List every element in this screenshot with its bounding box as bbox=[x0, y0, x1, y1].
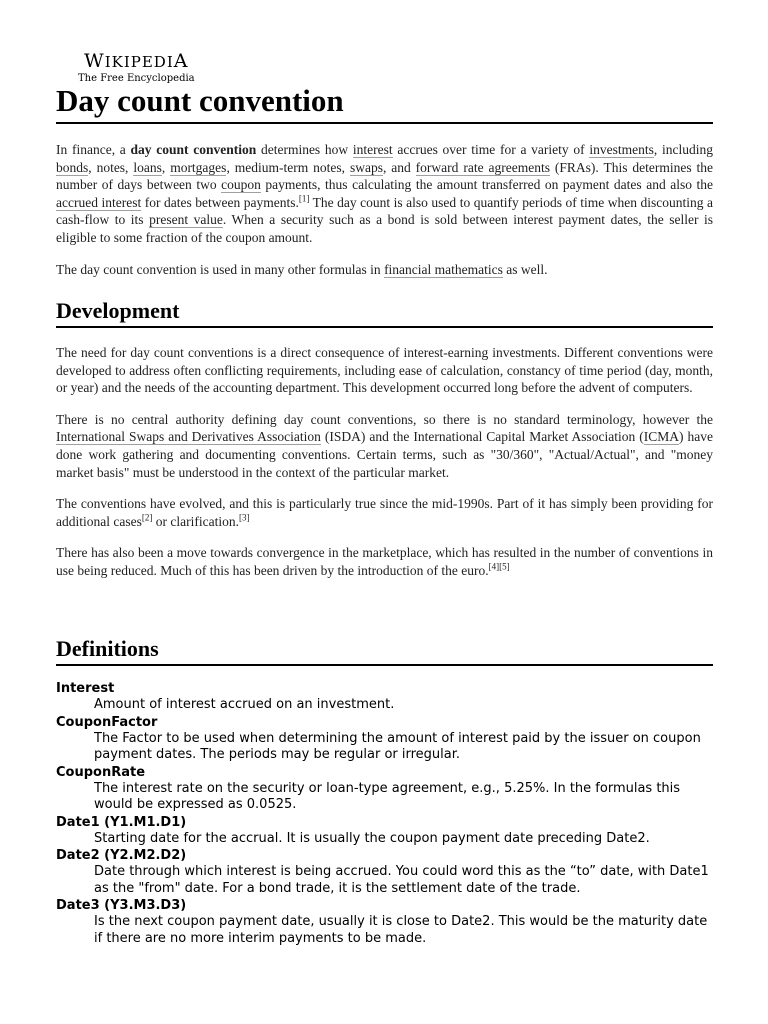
logo-wordmark: WIKIPEDIA bbox=[84, 50, 189, 72]
intro-paragraph-1: In finance, a day count convention determines how interest accrues over time for a variety of investments, including bonds, notes, loans, mortgages, medium-term notes, swaps, and forward rate agreements (FRAs). This determines the number of days between two coupon payments, thus calculating the amount transferred on payment dates and also the accrued interest for dates between payments.[1] The day count is also used to quantify periods of time when discounting a cash-flow to its present value. When a security such as a bond is sold between interest payment dates, the seller is eligible to some fraction of the coupon amount. bbox=[56, 142, 714, 245]
link-forward-rate-agreements[interactable]: forward rate agreements bbox=[415, 159, 550, 175]
development-heading: Development bbox=[56, 296, 713, 328]
definition-term: CouponFactor bbox=[56, 714, 158, 730]
link-interest[interactable]: interest bbox=[352, 142, 393, 157]
page-title: Day count convention bbox=[56, 80, 713, 124]
definition-description: The Factor to be used when determining the amount of interest paid by the issuer on coupon payment dates. The periods may be regular or irregular. bbox=[94, 730, 701, 762]
link-bonds[interactable]: bonds bbox=[56, 159, 89, 175]
development-paragraph-4: There has also been a move towards convergence in the marketplace, which has resulted in the number of conventions in use being reduced. Much of this has been driven by the introduction of the euro.[4][5] bbox=[56, 545, 713, 578]
intro-section bbox=[56, 141, 713, 278]
definition-term: Date1 (Y1.M1.D1) bbox=[56, 814, 187, 830]
definition-term: Interest bbox=[56, 681, 115, 696]
link-isda[interactable]: International Swaps and Derivatives Association bbox=[56, 429, 321, 445]
definitions-heading: Definitions bbox=[56, 634, 713, 666]
definition-description: The interest rate on the security or loan-type agreement, e.g., 5.25%. In the formulas this would be expressed as 0.0525. bbox=[94, 780, 681, 812]
development-paragraph-3: The conventions have evolved, and this is particularly true since the mid-1990s. Part of it has simply been providing for additional cases[2] or clarification.[3] bbox=[56, 496, 713, 529]
link-accrued-interest[interactable]: accrued interest bbox=[56, 194, 142, 210]
development-paragraph-1: The need for day count conventions is a direct consequence of interest-earning investments. Different conventions were developed to address often conflicting requirements, including ease of calculation, constancy of time period (day, month, or year) and the needs of the accounting department. This development occurred long before the advent of computers. bbox=[56, 345, 713, 396]
definition-description: Date through which interest is being accrued. You could word this as the “to” date, with Date1 as the "from" date. For a bond trade, it is the settlement date of the trade. bbox=[94, 864, 709, 896]
logo-tagline: The Free Encyclopedia bbox=[78, 73, 195, 84]
link-swaps[interactable]: swaps bbox=[349, 159, 383, 175]
reference-4[interactable]: [4] bbox=[488, 561, 500, 572]
definitions-section bbox=[56, 634, 713, 947]
definition-description: Starting date for the accrual. It is usually the coupon payment date preceding Date2. bbox=[94, 830, 650, 846]
link-loans[interactable]: loans bbox=[133, 159, 162, 175]
reference-5[interactable]: [5] bbox=[499, 561, 510, 572]
development-paragraph-2: There is no central authority defining day count conventions, so there is no standard terminology, however the International Swaps and Derivatives Association (ISDA) and the International Capital Market Association (ICMA) have done work gathering and documenting conventions. Certain terms, such as "30/360", "Actual/Actual", and "money market basis" must be understood in the context of the particular market. bbox=[56, 411, 713, 480]
link-financial-mathematics[interactable]: financial mathematics bbox=[384, 261, 503, 277]
link-icma[interactable]: ICMA bbox=[643, 429, 680, 445]
link-present-value[interactable]: present value bbox=[149, 212, 223, 228]
definition-term: CouponRate bbox=[56, 764, 146, 780]
definitions-list bbox=[56, 680, 713, 947]
development-section bbox=[56, 296, 713, 580]
intro-paragraph-2: The day count convention is used in many other formulas in financial mathematics as well. bbox=[56, 261, 548, 277]
definition-term: Date2 (Y2.M2.D2) bbox=[56, 848, 187, 863]
link-coupon[interactable]: coupon bbox=[221, 177, 261, 193]
definition-description: Amount of interest accrued on an investment. bbox=[94, 697, 395, 712]
link-mortgages[interactable]: mortgages bbox=[170, 159, 227, 175]
reference-3[interactable]: [3] bbox=[238, 512, 250, 523]
link-investments[interactable]: investments bbox=[589, 142, 654, 157]
reference-2[interactable]: [2] bbox=[141, 512, 153, 523]
reference-1[interactable]: [1] bbox=[298, 193, 310, 204]
definition-term: Date3 (Y3.M3.D3) bbox=[56, 898, 187, 913]
definition-description: Is the next coupon payment date, usually it is close to Date2. This would be the maturity date if there are no more interim payments to be made. bbox=[94, 914, 708, 946]
